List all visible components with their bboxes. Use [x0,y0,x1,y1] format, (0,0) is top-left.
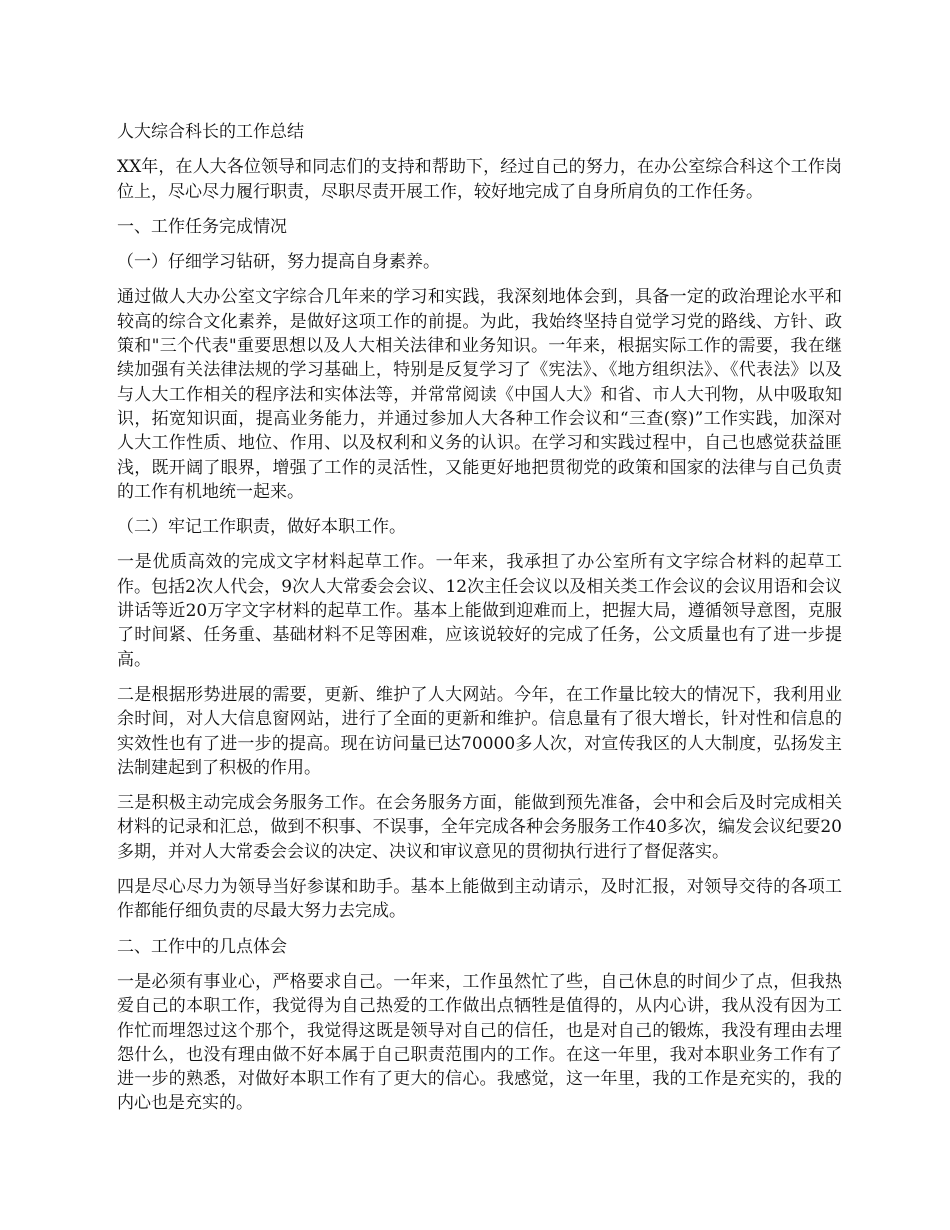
insight-item-1: 一是必须有事业心，严格要求自己。一年来，工作虽然忙了些，自己休息的时间少了点，但我热爱自己的本职工作，我觉得为自己热爱的工作做出点牺牲是值得的，从内心讲，我从没有因为工作忙而埋怨过这个那个，我觉得这既是领导对自己的信任，也是对自己的锻炼，我没有理由去埋怨什么，也没有理由做不好本属于自己职责范围内的工作。在这一年里，我对本职业务工作有了进一步的熟悉，对做好本职工作有了更大的信心。我感觉，这一年里，我的工作是充实的，我的内心也是充实的。 [117,971,842,1114]
task-item-3: 三是积极主动完成会务服务工作。在会务服务方面，能做到预先准备，会中和会后及时完成相关材料的记录和汇总，做到不积事、不误事，全年完成各种会务服务工作40多次，编发会议纪要20多期，并对人大常委会会议的决定、决议和审议意见的贯彻执行进行了督促落实。 [117,793,842,862]
task-item-4: 四是尽心尽力为领导当好参谋和助手。基本上能做到主动请示，及时汇报，对领导交待的各项工作都能仔细负责的尽最大努力去完成。 [117,877,842,922]
section-heading-2: 二、工作中的几点体会 [117,936,287,957]
intro-paragraph: XX年，在人大各位领导和同志们的支持和帮助下，经过自己的努力，在办公室综合科这个工作岗位上，尽心尽力履行职责，尽职尽责开展工作，较好地完成了自身所肩负的工作任务。 [117,157,842,202]
task-item-2: 二是根据形势进展的需要，更新、维护了人大网站。今年，在工作量比较大的情况下，我利用业余时间，对人大信息窗网站，进行了全面的更新和维护。信息量有了很大增长，针对性和信息的实效性也有了进一步的提高。现在访问量已达70000多人次，对宣传我区的人大制度，弘扬发主法制建起到了积极的作用。 [117,684,842,778]
subsection-heading-2: （二）牢记工作职责，做好本职工作。 [117,517,406,538]
section-heading-1: 一、工作任务完成情况 [117,216,287,237]
document-page [117,120,842,1127]
subsection-body-1: 通过做人大办公室文字综合几年来的学习和实践，我深刻地体会到，具备一定的政治理论水平和较高的综合文化素养，是做好这项工作的前提。为此，我始终坚持自觉学习党的路线、方针、政策和"三个代表"重要思想以及人大相关法律和业务知识。一年来，根据实际工作的需要，我在继续加强有关法律法规的学习基础上，特别是反复学习了《宪法》、《地方组织法》、《代表法》以及与人大工作相关的程序法和实体法等，并常常阅读《中国人大》和省、市人大刊物，从中吸取知识，拓宽知识面，提高业务能力，并通过参加人大各种工作会议和“三查(察)”工作实践，加深对人大工作性质、地位、作用、以及权利和义务的认识。在学习和实践过程中，自己也感觉获益匪浅，既开阔了眼界，增强了工作的灵活性，又能更好地把贯彻党的政策和国家的法律与自己负责的工作有机地统一起来。 [117,287,842,502]
document-title: 人大综合科长的工作总结 [117,122,304,142]
task-item-1: 一是优质高效的完成文字材料起草工作。一年来，我承担了办公室所有文字综合材料的起草工作。包括2次人代会，9次人大常委会会议、12次主任会议以及相关类工作会议的会议用语和会议讲话等近20万字文字材料的起草工作。基本上能做到迎难而上，把握大局，遵循领导意图，克服了时间紧、任务重、基础材料不足等困难，应该说较好的完成了任务，公文质量也有了进一步提高。 [117,552,842,670]
subsection-heading-1: （一）仔细学习钻研，努力提高自身素养。 [117,252,440,273]
